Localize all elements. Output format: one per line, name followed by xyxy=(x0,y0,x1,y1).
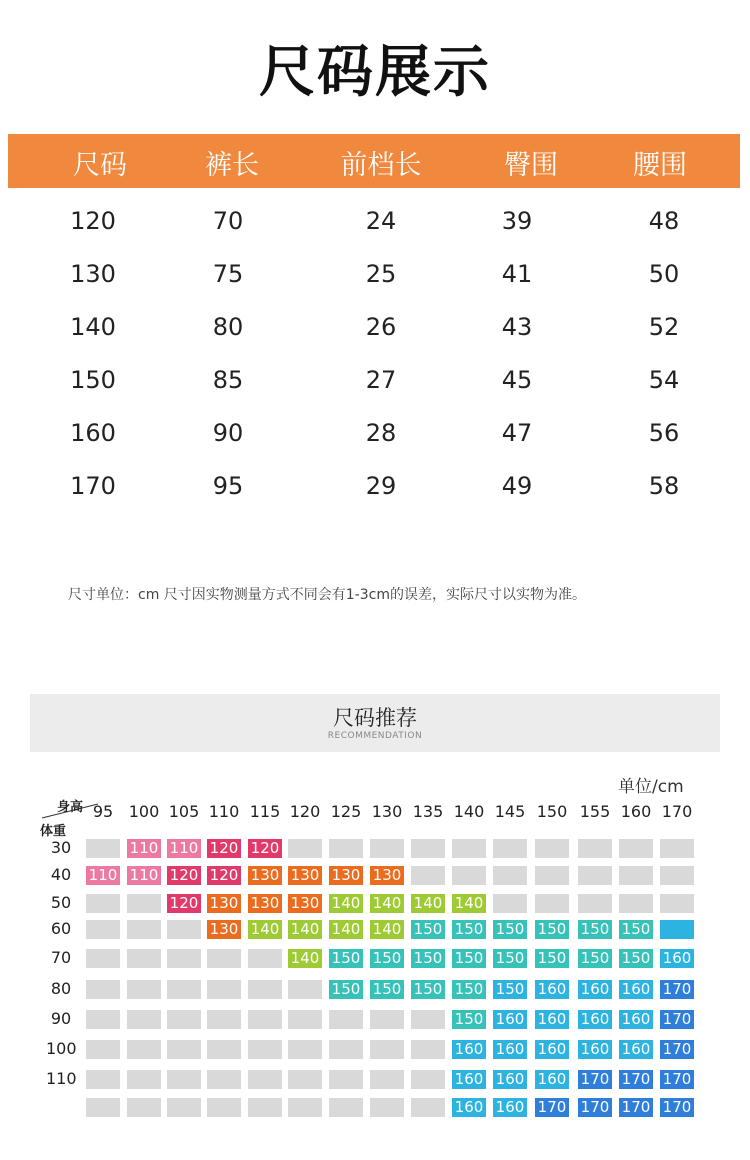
cell-length: 75 xyxy=(212,260,244,288)
size-recommendation-cell: 160 xyxy=(619,1040,653,1059)
size-recommendation-cell xyxy=(329,839,363,858)
cell-length: 80 xyxy=(212,313,244,341)
size-recommendation-cell: 170 xyxy=(660,1010,694,1029)
cell-hip: 43 xyxy=(501,313,533,341)
size-recommendation-cell xyxy=(452,866,486,885)
size-recommendation-cell: 130 xyxy=(248,894,282,913)
size-recommendation-cell: 150 xyxy=(493,920,527,939)
size-recommendation-cell xyxy=(578,839,612,858)
size-recommendation-cell: 150 xyxy=(452,1010,486,1029)
size-recommendation-cell xyxy=(167,980,201,999)
cell-rise: 29 xyxy=(365,472,397,500)
size-recommendation-cell: 170 xyxy=(660,1098,694,1117)
weight-row-header: 90 xyxy=(50,1009,72,1028)
cell-rise: 27 xyxy=(365,366,397,394)
size-recommendation-cell xyxy=(86,949,120,968)
size-recommendation-cell xyxy=(127,920,161,939)
size-recommendation-cell xyxy=(411,1040,445,1059)
table-row xyxy=(0,468,750,508)
weight-row-header: 40 xyxy=(50,865,72,884)
size-recommendation-cell xyxy=(167,1098,201,1117)
size-recommendation-cell xyxy=(535,866,569,885)
cell-length: 90 xyxy=(212,419,244,447)
table-row xyxy=(0,309,750,349)
size-recommendation-cell: 160 xyxy=(452,1070,486,1089)
size-recommendation-cell: 160 xyxy=(578,1010,612,1029)
cell-waist: 52 xyxy=(648,313,680,341)
cell-hip: 47 xyxy=(501,419,533,447)
height-column-header: 105 xyxy=(168,802,200,821)
size-recommendation-cell: 170 xyxy=(619,1098,653,1117)
size-recommendation-cell: 170 xyxy=(660,1070,694,1089)
height-column-header: 145 xyxy=(494,802,526,821)
size-recommendation-cell: 130 xyxy=(288,894,322,913)
table-row xyxy=(0,203,750,243)
cell-hip: 41 xyxy=(501,260,533,288)
size-recommendation-cell xyxy=(370,1098,404,1117)
size-recommendation-cell xyxy=(411,1070,445,1089)
size-recommendation-cell xyxy=(619,894,653,913)
header-front-rise: 前档长 xyxy=(340,150,422,181)
size-recommendation-cell: 110 xyxy=(86,866,120,885)
size-recommendation-cell xyxy=(207,1040,241,1059)
size-recommendation-cell xyxy=(127,949,161,968)
size-recommendation-cell: 130 xyxy=(288,866,322,885)
size-recommendation-cell: 170 xyxy=(660,980,694,999)
weight-row-header: 50 xyxy=(50,893,72,912)
size-recommendation-cell xyxy=(127,980,161,999)
size-recommendation-cell xyxy=(411,1010,445,1029)
height-column-header: 160 xyxy=(620,802,652,821)
size-recommendation-cell xyxy=(493,866,527,885)
size-recommendation-cell xyxy=(86,1040,120,1059)
size-recommendation-cell xyxy=(127,1070,161,1089)
height-column-header: 120 xyxy=(289,802,321,821)
size-recommendation-cell: 150 xyxy=(619,920,653,939)
size-recommendation-cell xyxy=(248,1040,282,1059)
recommendation-banner xyxy=(30,694,720,752)
size-recommendation-cell xyxy=(288,1040,322,1059)
size-recommendation-cell: 110 xyxy=(167,839,201,858)
size-recommendation-cell xyxy=(207,1098,241,1117)
size-recommendation-cell xyxy=(86,920,120,939)
size-recommendation-cell: 150 xyxy=(535,949,569,968)
header-size: 尺码 xyxy=(73,150,127,181)
cell-waist: 50 xyxy=(648,260,680,288)
size-recommendation-cell: 160 xyxy=(535,1040,569,1059)
size-recommendation-cell xyxy=(370,1010,404,1029)
size-recommendation-cell xyxy=(411,1098,445,1117)
size-recommendation-cell: 160 xyxy=(660,949,694,968)
cell-hip: 45 xyxy=(501,366,533,394)
weight-row-header: 80 xyxy=(50,979,72,998)
size-recommendation-cell: 160 xyxy=(535,1070,569,1089)
size-recommendation-cell: 160 xyxy=(535,1010,569,1029)
size-recommendation-cell: 150 xyxy=(329,949,363,968)
size-recommendation-cell xyxy=(288,980,322,999)
cell-hip: 49 xyxy=(501,472,533,500)
corner-weight-label: 体重 xyxy=(40,824,67,839)
measurement-note: 尺寸单位：cm 尺寸因实物测量方式不同会有1-3cm的误差，实际尺寸以实物为准。 xyxy=(68,587,586,603)
size-recommendation-cell: 140 xyxy=(288,949,322,968)
cell-waist: 58 xyxy=(648,472,680,500)
size-recommendation-cell: 140 xyxy=(452,894,486,913)
size-recommendation-cell xyxy=(370,1070,404,1089)
height-column-header: 150 xyxy=(536,802,568,821)
size-recommendation-cell xyxy=(288,839,322,858)
size-recommendation-cell: 170 xyxy=(578,1070,612,1089)
size-recommendation-cell xyxy=(248,1070,282,1089)
size-recommendation-cell: 160 xyxy=(619,980,653,999)
size-recommendation-cell xyxy=(660,920,694,939)
cell-length: 95 xyxy=(212,472,244,500)
size-recommendation-cell xyxy=(329,1098,363,1117)
table-row xyxy=(0,362,750,402)
cell-rise: 28 xyxy=(365,419,397,447)
cell-rise: 24 xyxy=(365,207,397,235)
header-hip: 臀围 xyxy=(504,150,558,181)
size-recommendation-cell: 150 xyxy=(411,980,445,999)
size-recommendation-cell: 150 xyxy=(452,920,486,939)
height-column-header: 130 xyxy=(371,802,403,821)
size-recommendation-cell xyxy=(167,1040,201,1059)
cell-length: 70 xyxy=(212,207,244,235)
size-recommendation-cell: 150 xyxy=(370,980,404,999)
size-recommendation-cell: 130 xyxy=(207,894,241,913)
size-recommendation-cell xyxy=(86,980,120,999)
cell-waist: 56 xyxy=(648,419,680,447)
size-recommendation-cell: 150 xyxy=(535,920,569,939)
size-recommendation-cell: 150 xyxy=(619,949,653,968)
size-recommendation-cell xyxy=(127,894,161,913)
size-recommendation-cell xyxy=(288,1010,322,1029)
weight-row-header: 110 xyxy=(46,1069,77,1088)
size-recommendation-cell: 140 xyxy=(248,920,282,939)
size-recommendation-cell: 160 xyxy=(493,1040,527,1059)
height-column-header: 170 xyxy=(661,802,693,821)
size-recommendation-cell: 140 xyxy=(329,920,363,939)
cell-hip: 39 xyxy=(501,207,533,235)
size-recommendation-cell xyxy=(619,839,653,858)
size-recommendation-cell xyxy=(370,1040,404,1059)
header-waist: 腰围 xyxy=(633,150,687,181)
size-recommendation-cell: 140 xyxy=(329,894,363,913)
size-recommendation-cell: 170 xyxy=(578,1098,612,1117)
size-recommendation-cell: 160 xyxy=(535,980,569,999)
size-recommendation-cell: 160 xyxy=(493,1070,527,1089)
size-recommendation-cell xyxy=(535,839,569,858)
size-recommendation-cell xyxy=(86,894,120,913)
size-recommendation-cell xyxy=(411,866,445,885)
table-row xyxy=(0,415,750,455)
size-recommendation-cell: 110 xyxy=(127,839,161,858)
weight-row-header: 60 xyxy=(50,919,72,938)
size-recommendation-cell xyxy=(167,1010,201,1029)
size-recommendation-cell xyxy=(86,1098,120,1117)
height-column-header: 100 xyxy=(128,802,160,821)
size-recommendation-cell xyxy=(452,839,486,858)
cell-size: 140 xyxy=(70,313,116,341)
size-recommendation-cell: 150 xyxy=(493,949,527,968)
size-recommendation-cell: 160 xyxy=(452,1098,486,1117)
size-recommendation-cell xyxy=(329,1010,363,1029)
size-recommendation-cell xyxy=(493,894,527,913)
cell-rise: 25 xyxy=(365,260,397,288)
size-recommendation-cell xyxy=(288,1098,322,1117)
height-column-header: 155 xyxy=(579,802,611,821)
height-column-header: 110 xyxy=(208,802,240,821)
cell-size: 150 xyxy=(70,366,116,394)
size-recommendation-cell xyxy=(86,1010,120,1029)
size-recommendation-cell: 120 xyxy=(248,839,282,858)
unit-label: 单位/cm xyxy=(618,777,684,797)
size-recommendation-cell: 150 xyxy=(578,920,612,939)
size-recommendation-cell xyxy=(167,949,201,968)
weight-row-header: 30 xyxy=(50,838,72,857)
size-recommendation-cell: 130 xyxy=(370,866,404,885)
cell-waist: 54 xyxy=(648,366,680,394)
size-recommendation-cell xyxy=(86,1070,120,1089)
size-recommendation-cell: 150 xyxy=(578,949,612,968)
header-pants-length: 裤长 xyxy=(205,150,259,181)
size-recommendation-cell: 120 xyxy=(167,866,201,885)
size-recommendation-cell: 120 xyxy=(207,866,241,885)
size-recommendation-cell: 170 xyxy=(535,1098,569,1117)
size-recommendation-cell: 150 xyxy=(411,920,445,939)
size-recommendation-cell xyxy=(535,894,569,913)
size-recommendation-cell: 160 xyxy=(493,1098,527,1117)
size-recommendation-cell: 170 xyxy=(619,1070,653,1089)
size-recommendation-cell xyxy=(248,949,282,968)
size-recommendation-cell xyxy=(370,839,404,858)
size-recommendation-cell: 160 xyxy=(578,1040,612,1059)
size-recommendation-cell xyxy=(207,1010,241,1029)
size-recommendation-cell xyxy=(578,866,612,885)
size-recommendation-cell xyxy=(660,894,694,913)
page-title: 尺码展示 xyxy=(259,40,491,105)
cell-size: 160 xyxy=(70,419,116,447)
size-recommendation-cell: 140 xyxy=(370,920,404,939)
height-column-header: 125 xyxy=(330,802,362,821)
size-recommendation-cell xyxy=(86,839,120,858)
size-recommendation-cell xyxy=(167,920,201,939)
cell-size: 130 xyxy=(70,260,116,288)
height-column-header: 95 xyxy=(92,802,114,821)
cell-size: 170 xyxy=(70,472,116,500)
height-column-header: 140 xyxy=(453,802,485,821)
size-recommendation-cell: 170 xyxy=(660,1040,694,1059)
height-column-header: 115 xyxy=(249,802,281,821)
weight-row-header: 100 xyxy=(46,1039,77,1058)
size-recommendation-cell xyxy=(329,1040,363,1059)
size-recommendation-cell: 140 xyxy=(411,894,445,913)
recommendation-title: 尺码推荐 xyxy=(333,706,417,730)
height-column-header: 135 xyxy=(412,802,444,821)
size-table-header xyxy=(8,134,740,188)
size-recommendation-cell: 120 xyxy=(167,894,201,913)
size-recommendation-cell: 160 xyxy=(493,1010,527,1029)
cell-length: 85 xyxy=(212,366,244,394)
size-recommendation-cell xyxy=(660,866,694,885)
size-recommendation-cell xyxy=(493,839,527,858)
cell-waist: 48 xyxy=(648,207,680,235)
size-recommendation-cell: 110 xyxy=(127,866,161,885)
size-recommendation-cell: 130 xyxy=(207,920,241,939)
size-recommendation-cell xyxy=(578,894,612,913)
weight-row-header: 70 xyxy=(50,948,72,967)
size-recommendation-cell xyxy=(248,1010,282,1029)
size-recommendation-cell xyxy=(248,1098,282,1117)
size-recommendation-cell xyxy=(127,1040,161,1059)
size-recommendation-cell: 140 xyxy=(288,920,322,939)
size-recommendation-cell: 150 xyxy=(329,980,363,999)
size-recommendation-cell xyxy=(660,839,694,858)
size-recommendation-cell xyxy=(288,1070,322,1089)
size-recommendation-cell xyxy=(127,1010,161,1029)
size-recommendation-cell xyxy=(207,980,241,999)
cell-rise: 26 xyxy=(365,313,397,341)
size-recommendation-cell xyxy=(619,866,653,885)
size-recommendation-cell: 120 xyxy=(207,839,241,858)
size-recommendation-cell: 150 xyxy=(493,980,527,999)
size-recommendation-cell xyxy=(207,949,241,968)
size-recommendation-cell xyxy=(167,1070,201,1089)
size-recommendation-cell: 150 xyxy=(452,980,486,999)
size-recommendation-cell: 150 xyxy=(452,949,486,968)
size-recommendation-cell: 150 xyxy=(370,949,404,968)
size-recommendation-cell xyxy=(248,980,282,999)
size-recommendation-cell: 130 xyxy=(248,866,282,885)
size-recommendation-cell xyxy=(329,1070,363,1089)
size-recommendation-cell: 160 xyxy=(578,980,612,999)
corner-height-label: 身高 xyxy=(57,800,84,815)
size-recommendation-cell: 130 xyxy=(329,866,363,885)
size-recommendation-cell: 140 xyxy=(370,894,404,913)
size-recommendation-cell xyxy=(207,1070,241,1089)
table-row xyxy=(0,256,750,296)
size-recommendation-cell: 150 xyxy=(411,949,445,968)
size-recommendation-cell: 160 xyxy=(619,1010,653,1029)
cell-size: 120 xyxy=(70,207,116,235)
size-recommendation-cell xyxy=(127,1098,161,1117)
recommendation-subtitle: RECOMMENDATION xyxy=(327,731,423,741)
size-recommendation-cell xyxy=(411,839,445,858)
size-recommendation-cell: 160 xyxy=(452,1040,486,1059)
